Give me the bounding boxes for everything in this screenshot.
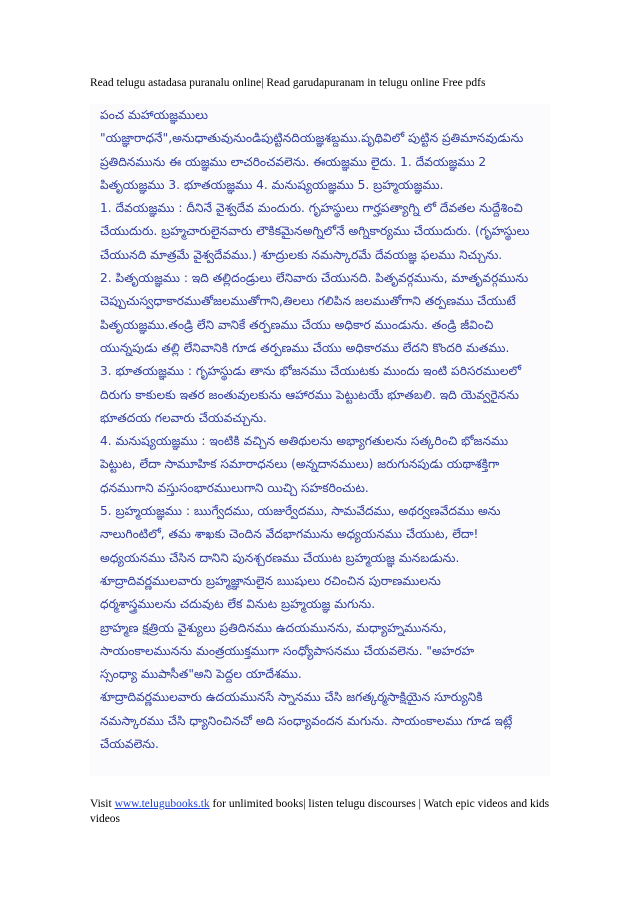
scan-text-line: చేయవలెను. <box>100 737 159 752</box>
scanned-telugu-page-image <box>90 104 550 776</box>
scan-text-line: స్సంధ్యా ముపాసీత"అని పెద్దల యాదేశము. <box>100 667 302 682</box>
scanned-text-lines <box>100 104 550 756</box>
scan-text-line: పితృయజ్ఞము 3. భూతయజ్ఞము 4. మనుష్యయజ్ఞము 5. బ్రహ్మయజ్ఞము. <box>100 177 444 192</box>
scan-text-line: యున్నపుడు తల్లి లేనివానికి గూడ తర్పణము చేయు అధికారము లేదని కొందరి మతము. <box>100 340 510 355</box>
scan-text-line: సాయంకాలమునను మంత్రయుక్తముగా సంధ్యోపాసనము చేయవలెను. "అహరహ <box>100 643 475 658</box>
scan-text-line: చేయుదురు. బ్రహ్మచారులైనవారు లౌకికమైనఅగ్నిలోనే అగ్నికార్యము చేయుదురు. (గృహస్థులు <box>100 224 530 239</box>
scan-text-line: పితృయజ్ఞము.తండ్రి లేని వానికే తర్పణము చేయు అధికార ముండును. తండ్రి జీవించి <box>100 317 494 332</box>
scan-text-line: దిరుగు కాకులకు ఇతర జంతువులకును ఆహారము పెట్టుటయే భూతబలి. ఇది యెవ్వరైనను <box>100 387 519 402</box>
telugubooks-link[interactable]: www.telugubooks.tk <box>114 798 210 810</box>
scan-text-line: 1. దేవయజ్ఞము : దీనినే వైశ్వదేవ మందురు. గృహస్థులు గార్హపత్యాగ్ని లో దేవతల నుద్దేశించి <box>100 201 523 216</box>
scan-text-line: శూద్రాదివర్ణములవారు బ్రహ్మజ్ఞానులైన ఋషులు రచించిన పురాణములను <box>100 573 441 588</box>
scan-text-line: 4. మనుష్యయజ్ఞము : ఇంటికి వచ్చిన అతిథులను అభ్యాగతులను సత్కరించి భోజనము <box>100 434 509 449</box>
scan-text-line: పెట్టుట, లేదా సామూహిక సమారాధనలు (అన్నదానములు) జరుగునపుడు యథాశక్తిగా <box>100 457 500 472</box>
scan-text-line: 3. భూతయజ్ఞము : గృహస్థుడు తాను భోజనము చేయుటకు ముందు ఇంటి పరిసరములలో <box>100 364 522 379</box>
footer-prefix: Visit <box>90 798 115 810</box>
footer-text <box>90 797 550 827</box>
scan-text-line: నాలుగింటిలో, తమ శాఖకు చెందిన వేదభాగమును అధ్యయనము చేయుట, లేదా! <box>100 527 479 542</box>
scan-text-line: 5. బ్రహ్మయజ్ఞము : ఋగ్వేదము, యజుర్వేదము, సామవేదము, అథర్వణవేదము అను <box>100 504 501 519</box>
scan-text-line: పంచ మహాయజ్ఞములు <box>100 108 209 122</box>
scan-text-line: చేయునది మాత్రమే వైశ్వదేవము.) శూద్రులకు నమస్కారమే దేవయజ్ఞ ఫలము నిచ్చును. <box>100 247 503 262</box>
scan-right-edge <box>532 104 550 776</box>
scan-text-line: ధర్మశాస్త్రములను చదువుట లేక వినుట బ్రహ్మయజ్ఞ మగును. <box>100 597 376 612</box>
footer-suffix: for unlimited books| listen telugu discourses | Watch epic videos and kids videos <box>90 798 550 825</box>
page-header-text: Read telugu astadasa puranalu online| Read garudapuranam in telugu online Free pdfs <box>90 77 486 89</box>
scan-text-line: 2. పితృయజ్ఞము : ఇది తల్లిదండ్రులు లేనివారు చేయునది. పితృవర్గమును, మాతృవర్గమును <box>100 271 529 286</box>
scan-text-line: ధనముగాని వస్తుసంభారములుగాని యిచ్చి సహకరించుట. <box>100 480 369 495</box>
scan-text-line: "యజ్ఞారాధనే",అనుధాతువునుండిపుట్టినదియజ్ఞశబ్దము.పృథివిలో పుట్టిన ప్రతిమానవుడును <box>100 131 524 146</box>
scan-text-line: శూద్రాదివర్ణములవారు ఉదయమునసే స్నానము చేసి జగత్కర్మసాక్షియైన సూర్యునికి <box>100 690 483 705</box>
scan-text-line: చెప్పుచుస్వధాకారముతోజలముతోగాని,తిలలు గలిపిన జలముతోగాని తర్పణము చేయుటే <box>100 294 516 309</box>
scan-text-line: అధ్యయనము చేసిన దానిని పునశ్చరణము చేయుట బ్రహ్మయజ్ఞ మనబడును. <box>100 550 460 565</box>
scan-text-line: నమస్కారము చేసి ధ్యానించినచో అది సంధ్యావందన మగును. సాయంకాలము గూడ ఇట్లే <box>100 713 513 728</box>
scan-text-line: ప్రతిదినమును ఈ యజ్ఞము లాచరించవలెను. ఈయజ్ఞము లైదు. 1. దేవయజ్ఞము 2 <box>100 154 487 169</box>
scan-text-line: భూతదయ గలవారు చేయవచ్చును. <box>100 410 267 425</box>
scan-text-line: బ్రాహ్మణ క్షత్రియ వైశ్యులు ప్రతిదినము ఉదయమునను, మధ్యాహ్నమునను, <box>100 620 447 635</box>
